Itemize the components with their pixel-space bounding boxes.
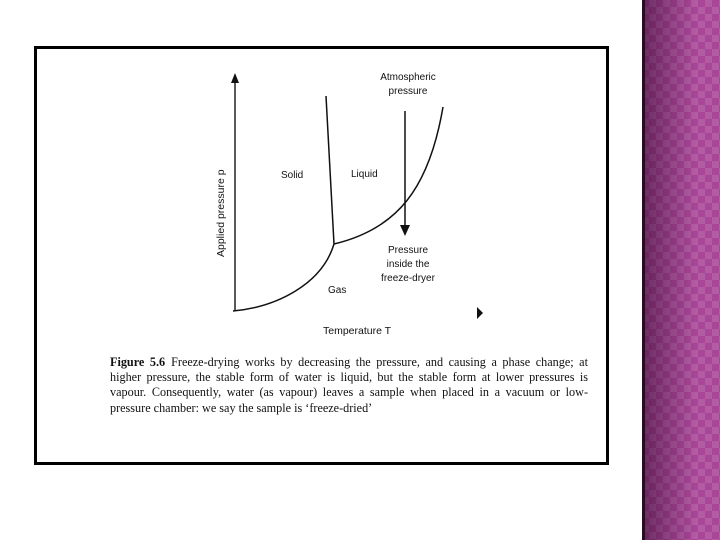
dryer-pressure-label-line2: inside the: [386, 259, 430, 270]
figure-number-label: Figure 5.6: [110, 355, 166, 369]
dryer-pressure-label-line3: freeze-dryer: [381, 273, 435, 284]
region-label-solid: Solid: [281, 170, 304, 181]
figure-frame: [34, 46, 609, 465]
decorative-side-band: [642, 0, 720, 540]
x-axis-arrowhead: [477, 307, 483, 319]
pressure-drop-arrowhead: [400, 225, 410, 236]
figure-caption: [110, 355, 588, 416]
x-axis-label: Temperature T: [323, 325, 392, 337]
sublimation-curve: [233, 244, 334, 311]
phase-diagram: [37, 49, 606, 349]
region-label-liquid: Liquid: [351, 169, 378, 180]
melting-line: [326, 96, 334, 244]
atmospheric-pressure-label-line2: pressure: [388, 86, 428, 97]
y-axis-arrowhead: [231, 73, 239, 83]
dryer-pressure-label-line1: Pressure: [387, 245, 429, 256]
caption-text: Freeze-drying works by decreasing the pressure, and causing a phase change; at higher pressure, the stable form of water is liquid, but the stable form at lower pressures is vapour. Consequently, water (as vapour) leaves a sample when placed in a vacuum or low-pressure chamber: we say the sample is ‘freeze-dried’: [110, 355, 588, 415]
region-label-gas: Gas: [328, 285, 347, 296]
atmospheric-pressure-label-line1: Atmospheric: [380, 72, 436, 83]
y-axis-label: Applied pressure p: [215, 169, 227, 257]
